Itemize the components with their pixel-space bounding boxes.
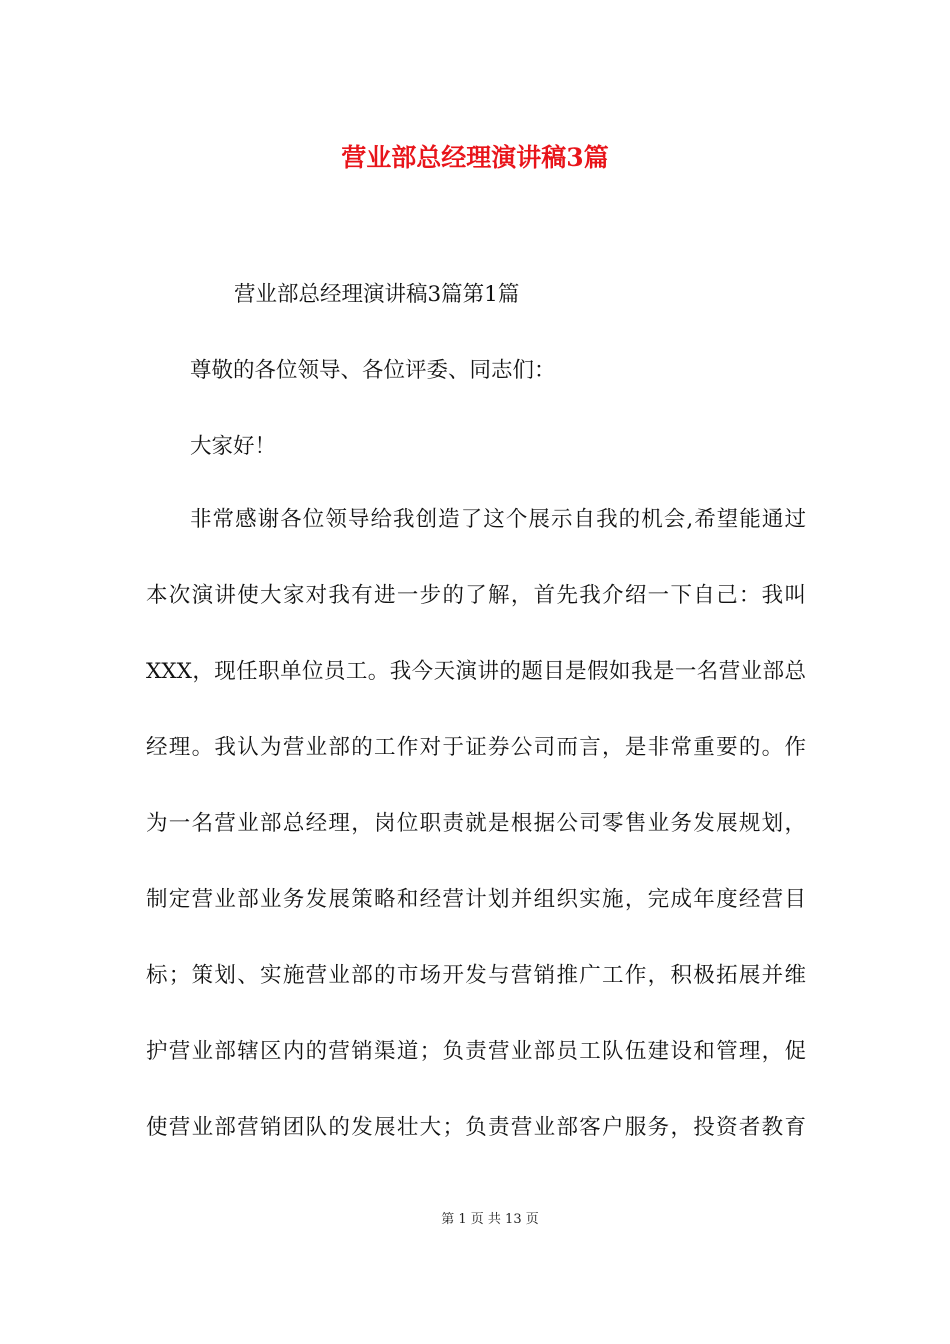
greeting-line: 大家好！ bbox=[190, 434, 277, 459]
paragraph-line: 制定营业部业务发展策略和经营计划并组织实施，完成年度经营目 bbox=[146, 887, 806, 912]
paragraph-line: 护营业部辖区内的营销渠道；负责营业部员工队伍建设和管理，促 bbox=[146, 1039, 806, 1064]
body-paragraph bbox=[146, 500, 806, 1184]
paragraph-line: 非常感谢各位领导给我创造了这个展示自我的机会,希望能通过 bbox=[190, 507, 806, 532]
paragraph-line: 本次演讲使大家对我有进一步的了解，首先我介绍一下自己：我叫 bbox=[146, 583, 806, 608]
paragraph-line: 经理。我认为营业部的工作对于证券公司而言，是非常重要的。作 bbox=[146, 735, 806, 760]
paragraph-line: 使营业部营销团队的发展壮大；负责营业部客户服务，投资者教育 bbox=[146, 1115, 806, 1140]
paragraph-line: 为一名营业部总经理，岗位职责就是根据公司零售业务发展规划， bbox=[146, 811, 806, 836]
page-footer: 第 1 页 共 13 页 bbox=[441, 1212, 539, 1227]
paragraph-line: XXX，现任职单位员工。我今天演讲的题目是假如我是一名营业部总 bbox=[146, 659, 806, 684]
paragraph-line: 标；策划、实施营业部的市场开发与营销推广工作，积极拓展并维 bbox=[146, 963, 806, 988]
document-title: 营业部总经理演讲稿3篇 bbox=[341, 143, 609, 172]
salutation-line: 尊敬的各位领导、各位评委、同志们： bbox=[190, 358, 556, 383]
section-subheading: 营业部总经理演讲稿3篇第1篇 bbox=[234, 282, 520, 307]
